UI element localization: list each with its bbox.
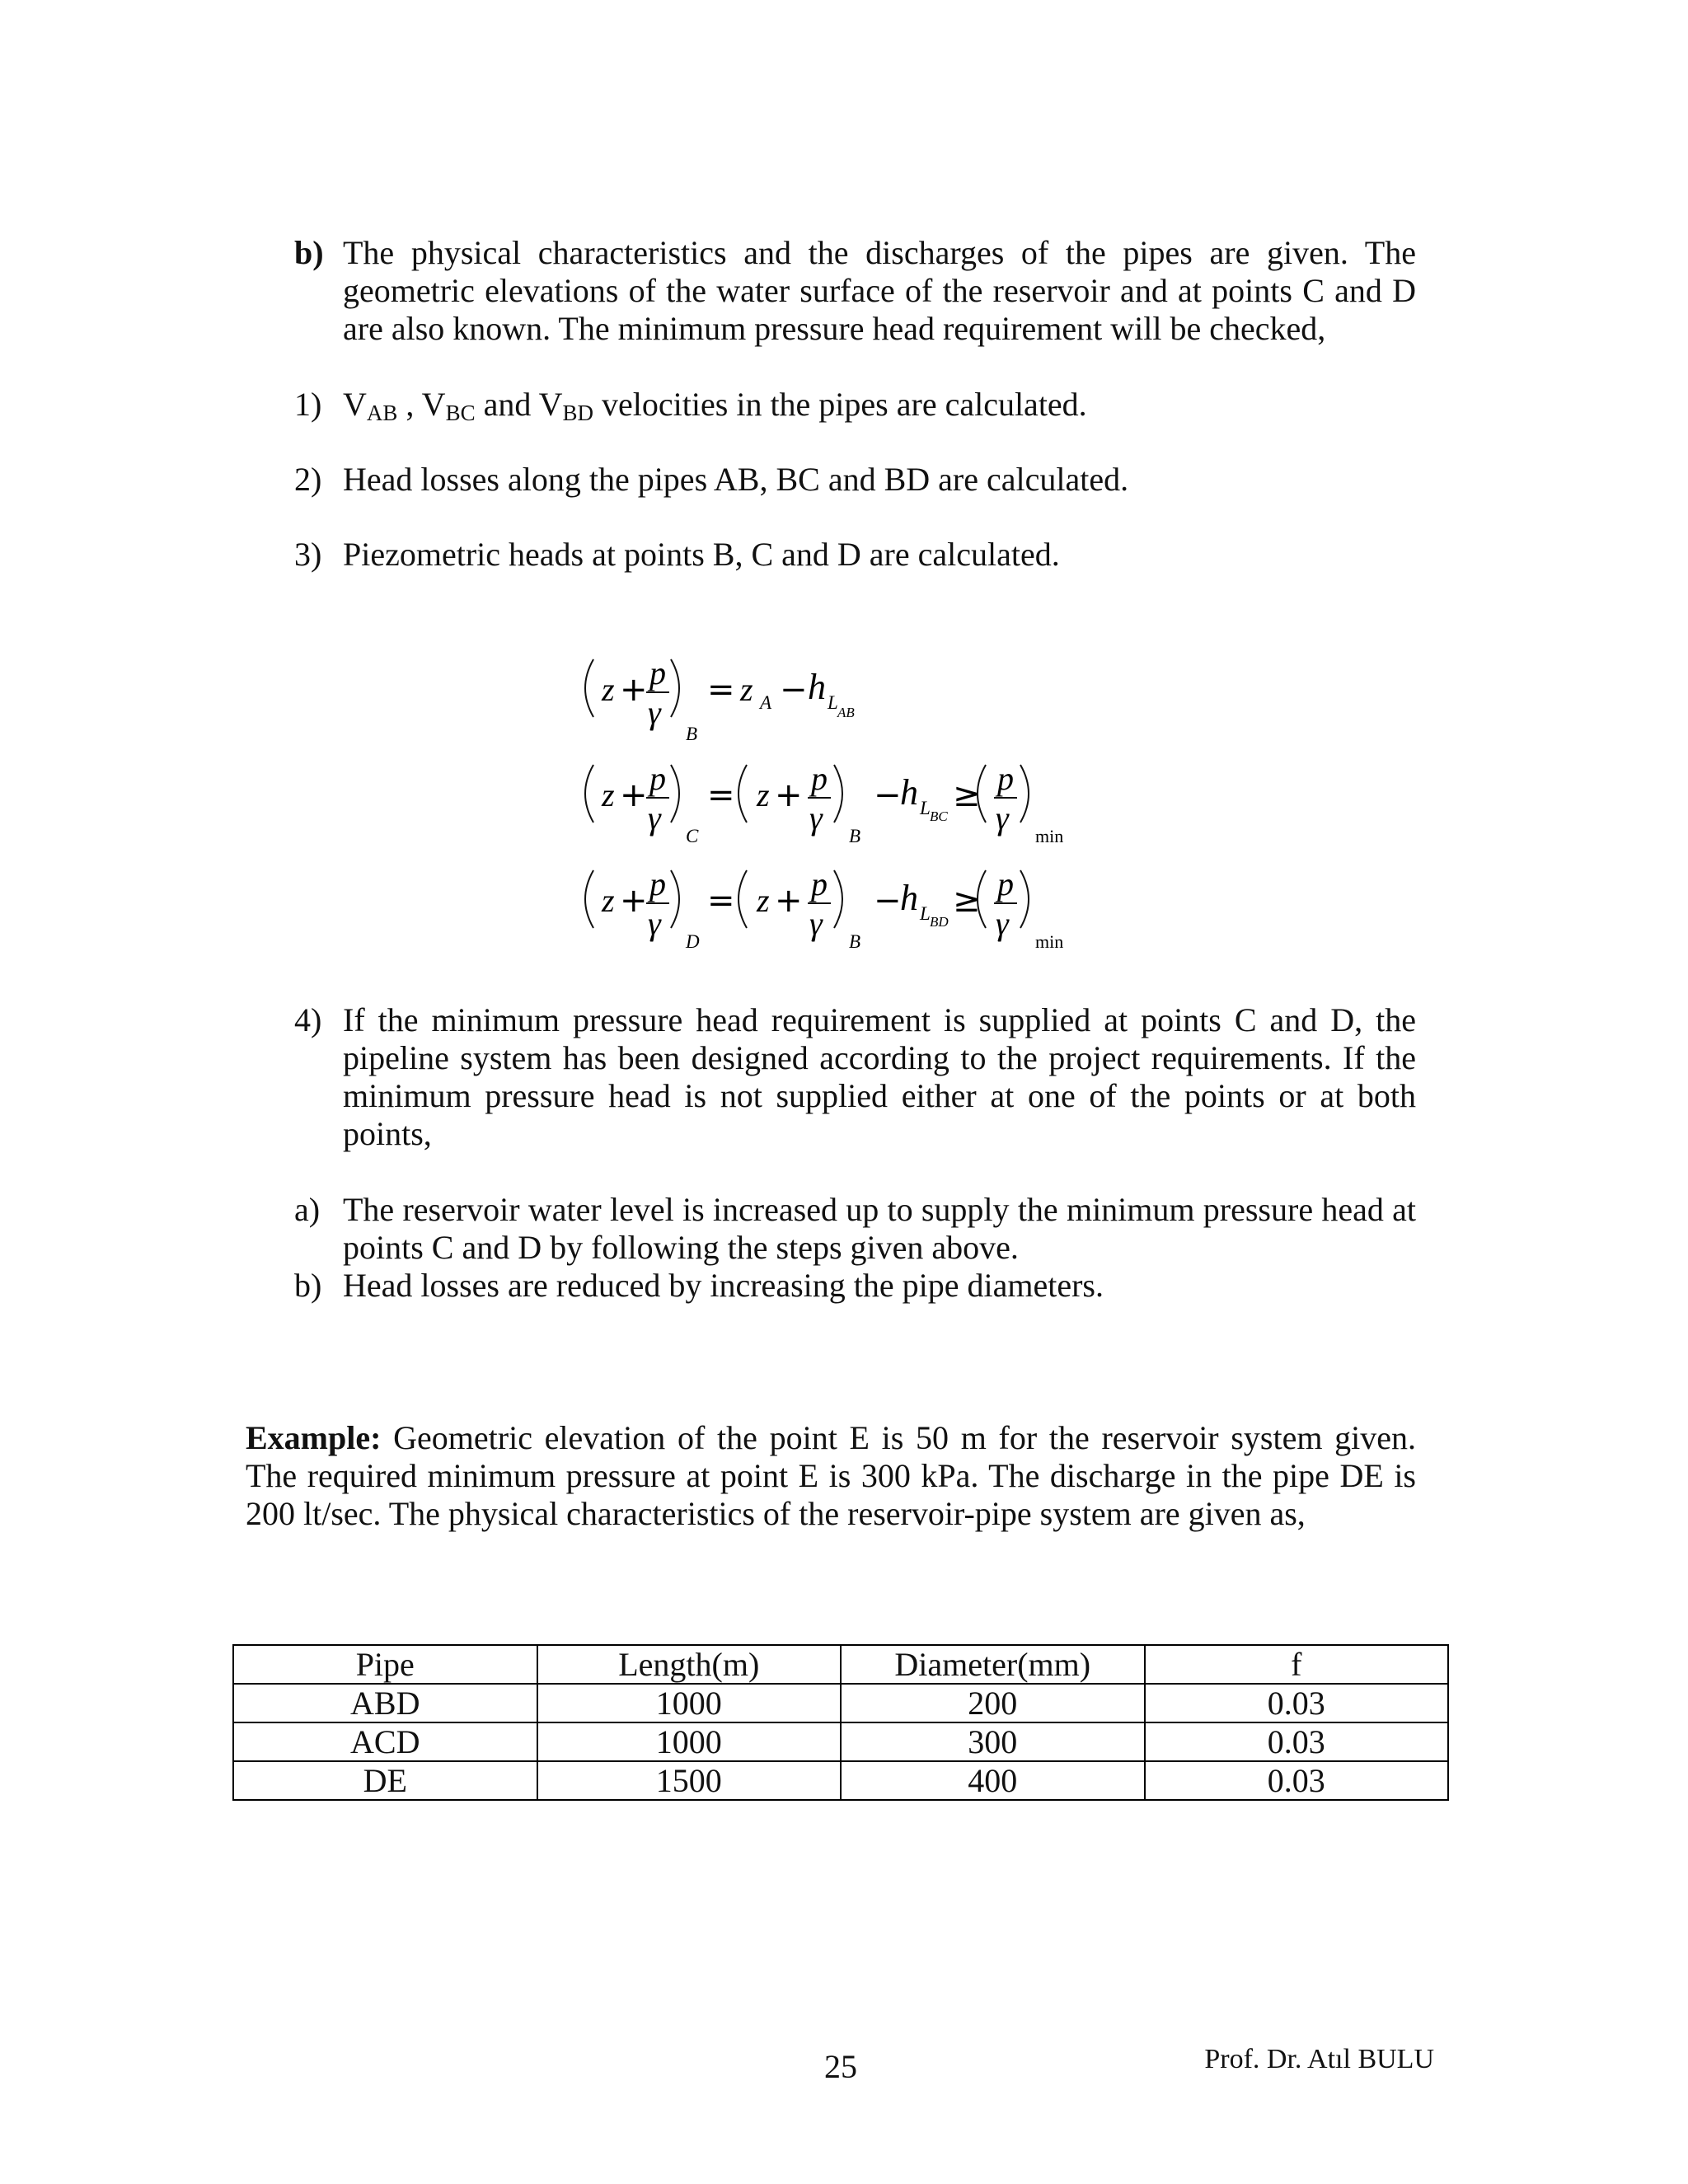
svg-text:−: −	[874, 776, 902, 814]
step-3-number: 3)	[294, 536, 322, 573]
svg-text:γ: γ	[648, 905, 661, 942]
svg-text:p: p	[649, 654, 666, 691]
svg-text:z: z	[757, 882, 770, 919]
equation-row-b	[585, 654, 855, 744]
svg-text:min: min	[1035, 826, 1064, 846]
author-footer: Prof. Dr. Atıl BULU	[1204, 2044, 1434, 2074]
option-b-text: Head losses are reduced by increasing the pipe diameters.	[343, 1267, 1104, 1304]
example-text: Geometric elevation of the point E is 50 m for the reservoir system given. The required minimum pressure at point E is 300 kPa. The discharge in the pipe DE is 200 lt/sec. The physical characteristics of the reservoir-pipe system are given as,	[246, 1419, 1417, 1532]
svg-text:z: z	[602, 776, 615, 813]
subscript-ab: AB	[366, 401, 398, 425]
svg-text:p: p	[997, 760, 1014, 797]
header-diameter: Diameter(mm)	[841, 1645, 1145, 1684]
svg-text:BD: BD	[930, 914, 949, 930]
equation-row-d	[585, 865, 1063, 952]
svg-text:γ: γ	[996, 905, 1009, 942]
svg-text:γ: γ	[648, 694, 661, 731]
cell-f: 0.03	[1145, 1761, 1449, 1800]
svg-text:min: min	[1035, 931, 1064, 952]
table-row	[233, 1722, 1448, 1761]
svg-text:=: =	[707, 671, 735, 709]
svg-text:D: D	[686, 931, 700, 952]
svg-text:p: p	[811, 760, 828, 797]
svg-text:≥: ≥	[953, 776, 981, 814]
svg-text:p: p	[997, 865, 1014, 902]
svg-text:B: B	[849, 826, 861, 846]
svg-text:h: h	[900, 772, 918, 813]
svg-text:=: =	[707, 882, 735, 920]
cell-diameter: 400	[841, 1761, 1145, 1800]
table-row	[233, 1761, 1448, 1800]
option-a-label: a)	[294, 1191, 321, 1228]
header-f: f	[1145, 1645, 1449, 1684]
piezometric-equations	[577, 651, 1104, 981]
svg-text:z: z	[602, 671, 615, 708]
section-b-label: b)	[294, 234, 324, 271]
svg-text:L: L	[920, 903, 931, 924]
cell-pipe: ACD	[233, 1722, 537, 1761]
step-1-number: 1)	[294, 386, 322, 423]
svg-text:B: B	[686, 724, 698, 744]
svg-text:+: +	[775, 882, 803, 920]
step-4-number: 4)	[294, 1001, 322, 1038]
cell-diameter: 200	[841, 1684, 1145, 1722]
cell-length: 1000	[537, 1722, 842, 1761]
svg-text:−: −	[874, 882, 902, 920]
svg-text:h: h	[900, 878, 918, 918]
svg-text:L: L	[920, 798, 931, 818]
svg-text:=: =	[707, 776, 735, 814]
cell-f: 0.03	[1145, 1722, 1449, 1761]
option-a-text: The reservoir water level is increased up to supply the minimum pressure head at points C and D by following the steps given above.	[343, 1191, 1416, 1266]
svg-text:+: +	[775, 776, 803, 814]
svg-text:L: L	[828, 692, 838, 713]
svg-text:BC: BC	[930, 808, 948, 824]
step-1-text: $V_{AB}$ , $V_{BC}$ and $V_{BD}$ velocities in the pipes are calculated.	[343, 386, 1087, 425]
svg-text:+: +	[620, 671, 648, 709]
cell-pipe: DE	[233, 1761, 537, 1800]
cell-length: 1500	[537, 1761, 842, 1800]
cell-diameter: 300	[841, 1722, 1145, 1761]
svg-text:p: p	[649, 760, 666, 797]
svg-text:B: B	[849, 931, 861, 952]
cell-f: 0.03	[1145, 1684, 1449, 1722]
step-3-text: Piezometric heads at points B, C and D are calculated.	[343, 536, 1060, 573]
cell-pipe: ABD	[233, 1684, 537, 1722]
svg-text:z: z	[757, 776, 770, 813]
svg-text:AB: AB	[837, 705, 855, 720]
subscript-bc: BC	[445, 401, 476, 425]
example-paragraph	[246, 1419, 1416, 1533]
svg-text:C: C	[686, 826, 699, 846]
pipe-properties-table	[232, 1644, 1449, 1801]
svg-text:γ: γ	[809, 799, 823, 837]
cell-length: 1000	[537, 1684, 842, 1722]
table-header-row	[233, 1645, 1448, 1684]
svg-text:+: +	[620, 882, 648, 920]
page-number: 25	[824, 2048, 857, 2085]
svg-text:γ: γ	[648, 799, 661, 837]
option-b-label: b)	[294, 1267, 322, 1304]
section-b-text: The physical characteristics and the discharges of the pipes are given. The geometric elevations of the water surface of the reservoir and at points C and D are also known. The minimum pressure head requirement will be checked,	[343, 234, 1416, 347]
step-2-number: 2)	[294, 461, 322, 498]
step-2-text: Head losses along the pipes AB, BC and BD are calculated.	[343, 461, 1129, 498]
svg-text:≥: ≥	[953, 882, 981, 920]
svg-text:γ: γ	[809, 905, 823, 942]
header-pipe: Pipe	[233, 1645, 537, 1684]
table-row	[233, 1684, 1448, 1722]
step-4-text: If the minimum pressure head requirement is supplied at points C and D, the pipeline system has been designed according to the project requirements. If the minimum pressure head is not supplied either at one of the points or at both points,	[343, 1001, 1416, 1152]
svg-text:z: z	[602, 882, 615, 919]
svg-text:γ: γ	[996, 799, 1009, 837]
svg-text:+: +	[620, 776, 648, 814]
header-length: Length(m)	[537, 1645, 842, 1684]
svg-text:h: h	[808, 667, 826, 707]
equation-row-c	[585, 760, 1063, 846]
example-label: Example:	[246, 1419, 382, 1456]
svg-text:−: −	[780, 671, 808, 709]
svg-text:z: z	[740, 671, 753, 708]
svg-text:p: p	[811, 865, 828, 902]
subscript-bd: BD	[562, 401, 594, 425]
svg-text:p: p	[649, 865, 666, 902]
svg-text:A: A	[760, 692, 772, 713]
